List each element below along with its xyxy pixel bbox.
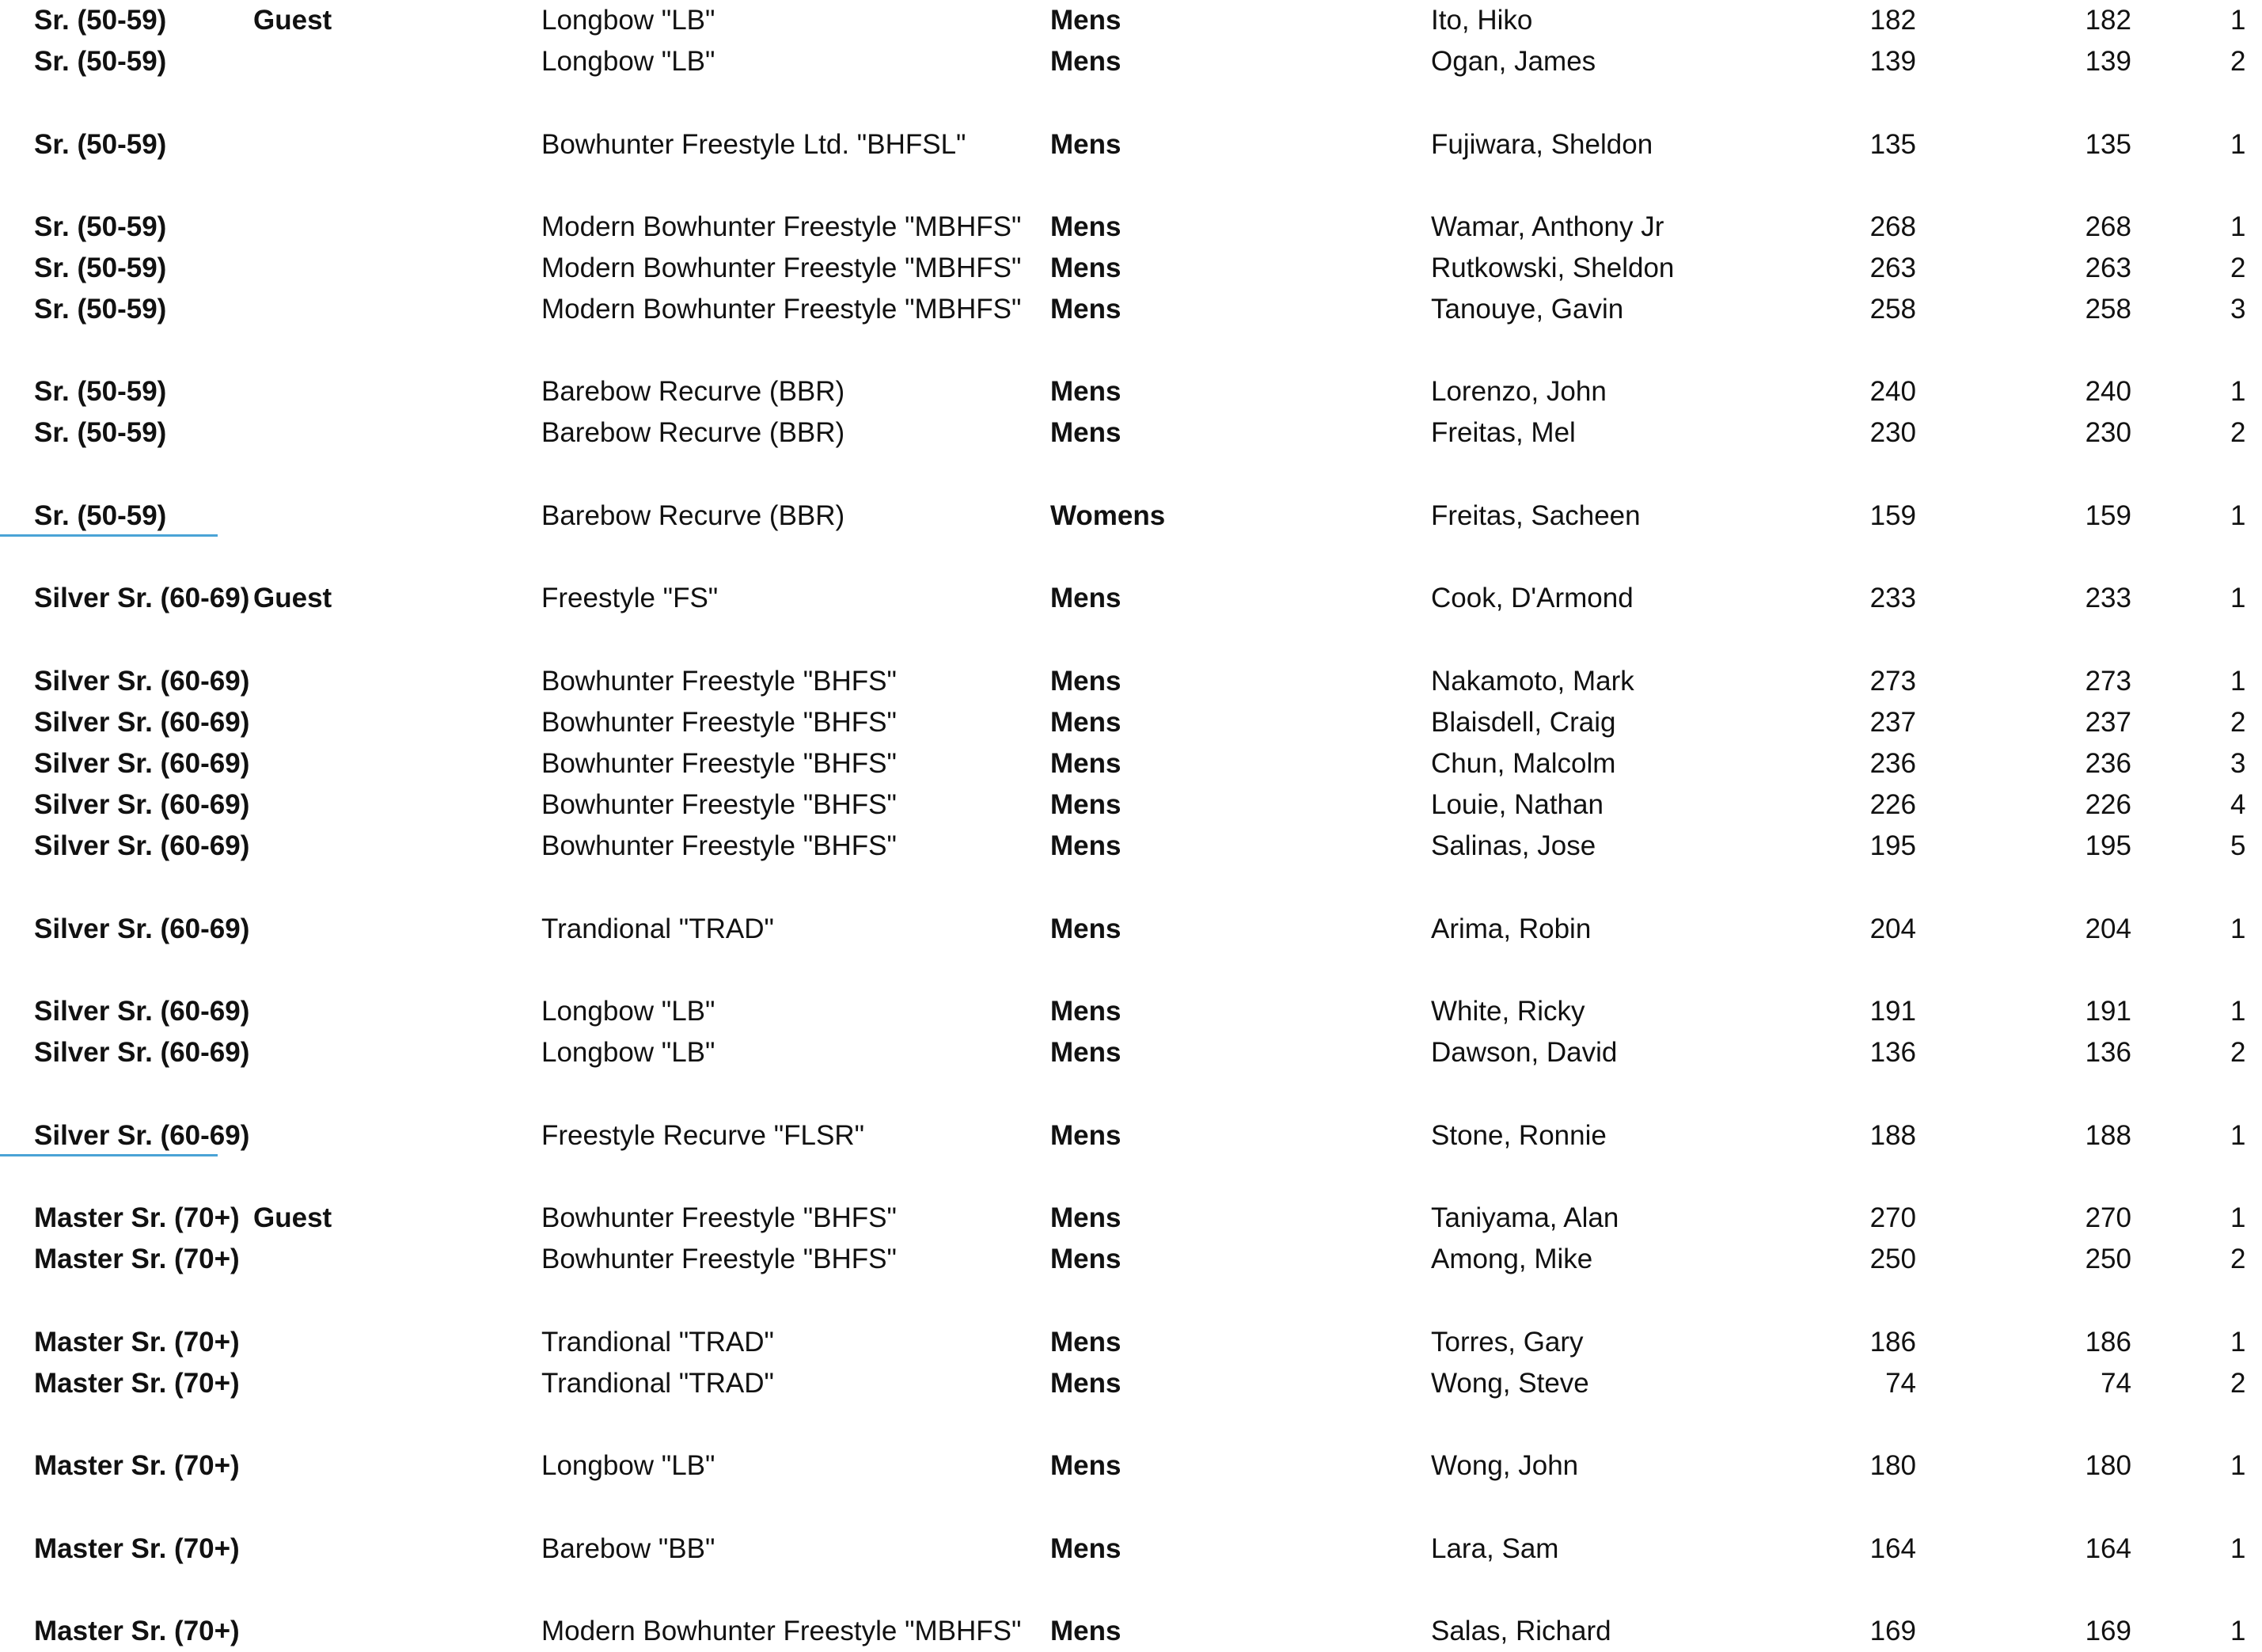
score-cell[interactable]: 74 bbox=[1885, 1368, 1916, 1399]
place-cell[interactable]: 5 bbox=[2230, 830, 2246, 861]
style-cell[interactable]: Longbow "LB" bbox=[541, 46, 715, 77]
place-cell[interactable]: 1 bbox=[2230, 1533, 2246, 1564]
style-cell[interactable]: Modern Bowhunter Freestyle "MBHFS" bbox=[541, 1616, 1022, 1646]
score-cell[interactable]: 182 bbox=[1869, 5, 1916, 36]
division-cell[interactable]: Silver Sr. (60-69) bbox=[34, 913, 250, 944]
name-cell[interactable]: Salas, Richard bbox=[1431, 1616, 1611, 1646]
total-cell[interactable]: 180 bbox=[2085, 1450, 2131, 1481]
name-cell[interactable]: Dawson, David bbox=[1431, 1037, 1618, 1068]
division-cell[interactable]: Master Sr. (70+) bbox=[34, 1202, 240, 1233]
guest-cell[interactable] bbox=[253, 371, 443, 412]
style-cell[interactable]: Modern Bowhunter Freestyle "MBHFS" bbox=[541, 253, 1022, 283]
total-cell[interactable]: 233 bbox=[2085, 583, 2131, 613]
table-row[interactable] bbox=[0, 1198, 2248, 1239]
style-cell[interactable]: Modern Bowhunter Freestyle "MBHFS" bbox=[541, 294, 1022, 325]
total-cell[interactable]: 237 bbox=[2085, 707, 2131, 738]
name-cell[interactable]: Chun, Malcolm bbox=[1431, 748, 1616, 779]
cell-border-line bbox=[0, 1154, 218, 1156]
gender-cell[interactable]: Mens bbox=[1050, 1327, 1122, 1358]
gender-cell[interactable]: Mens bbox=[1050, 748, 1122, 779]
gender-cell[interactable]: Womens bbox=[1050, 500, 1166, 531]
score-cell[interactable]: 195 bbox=[1869, 830, 1916, 861]
guest-cell[interactable] bbox=[253, 1115, 443, 1156]
name-cell[interactable]: White, Ricky bbox=[1431, 996, 1585, 1027]
score-cell[interactable]: 159 bbox=[1869, 500, 1916, 531]
guest-cell[interactable]: Guest bbox=[253, 1202, 332, 1233]
gender-cell[interactable]: Mens bbox=[1050, 253, 1122, 283]
place-cell[interactable]: 1 bbox=[2230, 1202, 2246, 1233]
total-cell[interactable]: 74 bbox=[2101, 1368, 2131, 1399]
total-cell[interactable]: 268 bbox=[2085, 211, 2131, 242]
score-cell[interactable]: 136 bbox=[1869, 1037, 1916, 1068]
place-cell[interactable]: 2 bbox=[2230, 707, 2246, 738]
guest-cell[interactable] bbox=[253, 909, 443, 950]
table-row[interactable] bbox=[0, 371, 2248, 412]
score-cell[interactable]: 230 bbox=[1869, 417, 1916, 448]
guest-cell[interactable] bbox=[253, 1529, 443, 1570]
name-cell[interactable]: Stone, Ronnie bbox=[1431, 1120, 1607, 1151]
guest-cell[interactable] bbox=[253, 289, 443, 330]
gender-cell[interactable]: Mens bbox=[1050, 666, 1122, 697]
total-cell[interactable]: 236 bbox=[2085, 748, 2131, 779]
gender-cell[interactable]: Mens bbox=[1050, 996, 1122, 1027]
score-cell[interactable]: 164 bbox=[1869, 1533, 1916, 1564]
division-cell[interactable]: Silver Sr. (60-69) bbox=[34, 748, 250, 779]
total-cell[interactable]: 186 bbox=[2085, 1327, 2131, 1358]
score-cell[interactable]: 180 bbox=[1869, 1450, 1916, 1481]
guest-cell[interactable] bbox=[253, 207, 443, 248]
guest-cell[interactable] bbox=[253, 124, 443, 165]
style-cell[interactable]: Barebow Recurve (BBR) bbox=[541, 376, 845, 407]
gender-cell[interactable]: Mens bbox=[1050, 1533, 1122, 1564]
gender-cell[interactable]: Mens bbox=[1050, 1368, 1122, 1399]
name-cell[interactable]: Cook, D'Armond bbox=[1431, 583, 1634, 613]
place-cell[interactable]: 2 bbox=[2230, 46, 2246, 77]
division-cell[interactable]: Sr. (50-59) bbox=[34, 253, 167, 283]
table-row[interactable] bbox=[0, 289, 2248, 330]
table-row[interactable] bbox=[0, 1239, 2248, 1280]
name-cell[interactable]: Taniyama, Alan bbox=[1431, 1202, 1619, 1233]
guest-cell[interactable] bbox=[253, 1445, 443, 1487]
guest-cell[interactable] bbox=[253, 1032, 443, 1073]
total-cell[interactable]: 164 bbox=[2085, 1533, 2131, 1564]
score-cell[interactable]: 270 bbox=[1869, 1202, 1916, 1233]
style-cell[interactable]: Trandional "TRAD" bbox=[541, 1368, 774, 1399]
place-cell[interactable]: 1 bbox=[2230, 666, 2246, 697]
total-cell[interactable]: 258 bbox=[2085, 294, 2131, 325]
division-cell[interactable]: Sr. (50-59) bbox=[34, 46, 167, 77]
gender-cell[interactable]: Mens bbox=[1050, 417, 1122, 448]
name-cell[interactable]: Fujiwara, Sheldon bbox=[1431, 129, 1653, 160]
table-row[interactable] bbox=[0, 909, 2248, 950]
division-cell[interactable]: Master Sr. (70+) bbox=[34, 1450, 240, 1481]
division-cell[interactable]: Master Sr. (70+) bbox=[34, 1533, 240, 1564]
score-cell[interactable]: 226 bbox=[1869, 789, 1916, 820]
name-cell[interactable]: Freitas, Mel bbox=[1431, 417, 1576, 448]
score-cell[interactable]: 169 bbox=[1869, 1616, 1916, 1646]
place-cell[interactable]: 2 bbox=[2230, 1037, 2246, 1068]
name-cell[interactable]: Ogan, James bbox=[1431, 46, 1596, 77]
total-cell[interactable]: 250 bbox=[2085, 1244, 2131, 1274]
division-cell[interactable]: Silver Sr. (60-69) bbox=[34, 1037, 250, 1068]
table-row[interactable] bbox=[0, 702, 2248, 743]
total-cell[interactable]: 195 bbox=[2085, 830, 2131, 861]
place-cell[interactable]: 3 bbox=[2230, 294, 2246, 325]
table-row[interactable] bbox=[0, 1445, 2248, 1487]
place-cell[interactable]: 4 bbox=[2230, 789, 2246, 820]
guest-cell[interactable] bbox=[253, 248, 443, 289]
division-cell[interactable]: Master Sr. (70+) bbox=[34, 1616, 240, 1646]
place-cell[interactable]: 3 bbox=[2230, 748, 2246, 779]
table-row[interactable] bbox=[0, 1363, 2248, 1404]
guest-cell[interactable] bbox=[253, 1611, 443, 1652]
guest-cell[interactable] bbox=[253, 784, 443, 826]
style-cell[interactable]: Longbow "LB" bbox=[541, 1450, 715, 1481]
score-cell[interactable]: 191 bbox=[1869, 996, 1916, 1027]
guest-cell[interactable] bbox=[253, 496, 443, 537]
style-cell[interactable]: Modern Bowhunter Freestyle "MBHFS" bbox=[541, 211, 1022, 242]
total-cell[interactable]: 273 bbox=[2085, 666, 2131, 697]
total-cell[interactable]: 226 bbox=[2085, 789, 2131, 820]
style-cell[interactable]: Barebow Recurve (BBR) bbox=[541, 500, 845, 531]
place-cell[interactable]: 1 bbox=[2230, 500, 2246, 531]
table-row[interactable] bbox=[0, 412, 2248, 454]
division-cell[interactable]: Sr. (50-59) bbox=[34, 376, 167, 407]
gender-cell[interactable]: Mens bbox=[1050, 707, 1122, 738]
score-cell[interactable]: 258 bbox=[1869, 294, 1916, 325]
total-cell[interactable]: 188 bbox=[2085, 1120, 2131, 1151]
guest-cell[interactable] bbox=[253, 661, 443, 702]
guest-cell[interactable] bbox=[253, 1322, 443, 1363]
style-cell[interactable]: Bowhunter Freestyle Ltd. "BHFSL" bbox=[541, 129, 966, 160]
style-cell[interactable]: Bowhunter Freestyle "BHFS" bbox=[541, 666, 897, 697]
division-cell[interactable]: Master Sr. (70+) bbox=[34, 1368, 240, 1399]
table-row[interactable] bbox=[0, 41, 2248, 82]
total-cell[interactable]: 240 bbox=[2085, 376, 2131, 407]
style-cell[interactable]: Freestyle Recurve "FLSR" bbox=[541, 1120, 865, 1151]
table-row[interactable] bbox=[0, 1032, 2248, 1073]
place-cell[interactable]: 1 bbox=[2230, 583, 2246, 613]
guest-cell[interactable] bbox=[253, 412, 443, 454]
division-cell[interactable]: Sr. (50-59) bbox=[34, 211, 167, 242]
style-cell[interactable]: Bowhunter Freestyle "BHFS" bbox=[541, 1244, 897, 1274]
guest-cell[interactable] bbox=[253, 702, 443, 743]
division-cell[interactable]: Sr. (50-59) bbox=[34, 417, 167, 448]
total-cell[interactable]: 159 bbox=[2085, 500, 2131, 531]
division-cell[interactable]: Sr. (50-59) bbox=[34, 294, 167, 325]
place-cell[interactable]: 2 bbox=[2230, 417, 2246, 448]
style-cell[interactable]: Longbow "LB" bbox=[541, 5, 715, 36]
score-cell[interactable]: 233 bbox=[1869, 583, 1916, 613]
score-cell[interactable]: 139 bbox=[1869, 46, 1916, 77]
name-cell[interactable]: Wong, Steve bbox=[1431, 1368, 1589, 1399]
style-cell[interactable]: Freestyle "FS" bbox=[541, 583, 719, 613]
gender-cell[interactable]: Mens bbox=[1050, 913, 1122, 944]
division-cell[interactable]: Silver Sr. (60-69) bbox=[34, 666, 250, 697]
name-cell[interactable]: Blaisdell, Craig bbox=[1431, 707, 1616, 738]
gender-cell[interactable]: Mens bbox=[1050, 129, 1122, 160]
guest-cell[interactable] bbox=[253, 1363, 443, 1404]
gender-cell[interactable]: Mens bbox=[1050, 294, 1122, 325]
table-row[interactable] bbox=[0, 1529, 2248, 1570]
score-cell[interactable]: 188 bbox=[1869, 1120, 1916, 1151]
gender-cell[interactable]: Mens bbox=[1050, 1120, 1122, 1151]
table-row[interactable] bbox=[0, 1611, 2248, 1652]
table-row[interactable] bbox=[0, 743, 2248, 784]
score-cell[interactable]: 237 bbox=[1869, 707, 1916, 738]
name-cell[interactable]: Nakamoto, Mark bbox=[1431, 666, 1634, 697]
place-cell[interactable]: 1 bbox=[2230, 1616, 2246, 1646]
name-cell[interactable]: Lorenzo, John bbox=[1431, 376, 1607, 407]
table-row[interactable] bbox=[0, 0, 2248, 41]
total-cell[interactable]: 263 bbox=[2085, 253, 2131, 283]
score-cell[interactable]: 236 bbox=[1869, 748, 1916, 779]
place-cell[interactable]: 1 bbox=[2230, 1327, 2246, 1358]
cell-border-line bbox=[0, 534, 218, 537]
division-cell[interactable]: Silver Sr. (60-69) bbox=[34, 830, 250, 861]
guest-cell[interactable] bbox=[253, 743, 443, 784]
style-cell[interactable]: Trandional "TRAD" bbox=[541, 913, 774, 944]
style-cell[interactable]: Barebow "BB" bbox=[541, 1533, 715, 1564]
name-cell[interactable]: Wamar, Anthony Jr bbox=[1431, 211, 1664, 242]
division-cell[interactable]: Master Sr. (70+) bbox=[34, 1244, 240, 1274]
name-cell[interactable]: Louie, Nathan bbox=[1431, 789, 1604, 820]
division-cell[interactable]: Silver Sr. (60-69) bbox=[34, 583, 250, 613]
score-cell[interactable]: 135 bbox=[1869, 129, 1916, 160]
total-cell[interactable]: 204 bbox=[2085, 913, 2131, 944]
guest-cell[interactable] bbox=[253, 41, 443, 82]
style-cell[interactable]: Bowhunter Freestyle "BHFS" bbox=[541, 1202, 897, 1233]
table-row[interactable] bbox=[0, 124, 2248, 165]
table-row[interactable] bbox=[0, 661, 2248, 702]
score-cell[interactable]: 273 bbox=[1869, 666, 1916, 697]
total-cell[interactable]: 169 bbox=[2085, 1616, 2131, 1646]
gender-cell[interactable]: Mens bbox=[1050, 1450, 1122, 1481]
guest-cell[interactable]: Guest bbox=[253, 5, 332, 36]
division-cell[interactable]: Master Sr. (70+) bbox=[34, 1327, 240, 1358]
guest-cell[interactable] bbox=[253, 1239, 443, 1280]
name-cell[interactable]: Torres, Gary bbox=[1431, 1327, 1584, 1358]
table-row[interactable] bbox=[0, 207, 2248, 248]
name-cell[interactable]: Arima, Robin bbox=[1431, 913, 1592, 944]
gender-cell[interactable]: Mens bbox=[1050, 211, 1122, 242]
style-cell[interactable]: Trandional "TRAD" bbox=[541, 1327, 774, 1358]
name-cell[interactable]: Ito, Hiko bbox=[1431, 5, 1533, 36]
place-cell[interactable]: 1 bbox=[2230, 913, 2246, 944]
name-cell[interactable]: Lara, Sam bbox=[1431, 1533, 1559, 1564]
place-cell[interactable]: 1 bbox=[2230, 129, 2246, 160]
name-cell[interactable]: Rutkowski, Sheldon bbox=[1431, 253, 1675, 283]
place-cell[interactable]: 2 bbox=[2230, 1368, 2246, 1399]
place-cell[interactable]: 2 bbox=[2230, 1244, 2246, 1274]
style-cell[interactable]: Bowhunter Freestyle "BHFS" bbox=[541, 707, 897, 738]
division-cell[interactable]: Sr. (50-59) bbox=[34, 129, 167, 160]
total-cell[interactable]: 182 bbox=[2085, 5, 2131, 36]
style-cell[interactable]: Bowhunter Freestyle "BHFS" bbox=[541, 789, 897, 820]
place-cell[interactable]: 1 bbox=[2230, 1450, 2246, 1481]
total-cell[interactable]: 191 bbox=[2085, 996, 2131, 1027]
total-cell[interactable]: 135 bbox=[2085, 129, 2131, 160]
table-row[interactable] bbox=[0, 248, 2248, 289]
division-cell[interactable]: Silver Sr. (60-69) bbox=[34, 996, 250, 1027]
style-cell[interactable]: Bowhunter Freestyle "BHFS" bbox=[541, 748, 897, 779]
place-cell[interactable]: 1 bbox=[2230, 1120, 2246, 1151]
division-cell[interactable]: Silver Sr. (60-69) bbox=[34, 1120, 250, 1151]
table-row[interactable] bbox=[0, 991, 2248, 1032]
gender-cell[interactable]: Mens bbox=[1050, 1244, 1122, 1274]
division-cell[interactable]: Sr. (50-59) bbox=[34, 500, 167, 531]
guest-cell[interactable] bbox=[253, 991, 443, 1032]
guest-cell[interactable] bbox=[253, 826, 443, 867]
table-row[interactable] bbox=[0, 826, 2248, 867]
style-cell[interactable]: Barebow Recurve (BBR) bbox=[541, 417, 845, 448]
name-cell[interactable]: Salinas, Jose bbox=[1431, 830, 1596, 861]
score-cell[interactable]: 240 bbox=[1869, 376, 1916, 407]
name-cell[interactable]: Wong, John bbox=[1431, 1450, 1579, 1481]
gender-cell[interactable]: Mens bbox=[1050, 789, 1122, 820]
gender-cell[interactable]: Mens bbox=[1050, 830, 1122, 861]
gender-cell[interactable]: Mens bbox=[1050, 583, 1122, 613]
gender-cell[interactable]: Mens bbox=[1050, 5, 1122, 36]
total-cell[interactable]: 230 bbox=[2085, 417, 2131, 448]
place-cell[interactable]: 1 bbox=[2230, 5, 2246, 36]
total-cell[interactable]: 270 bbox=[2085, 1202, 2131, 1233]
name-cell[interactable]: Among, Mike bbox=[1431, 1244, 1593, 1274]
total-cell[interactable]: 136 bbox=[2085, 1037, 2131, 1068]
total-cell[interactable]: 139 bbox=[2085, 46, 2131, 77]
table-row[interactable] bbox=[0, 496, 2248, 537]
table-row[interactable] bbox=[0, 784, 2248, 826]
score-cell[interactable]: 250 bbox=[1869, 1244, 1916, 1274]
division-cell[interactable]: Silver Sr. (60-69) bbox=[34, 707, 250, 738]
place-cell[interactable]: 1 bbox=[2230, 211, 2246, 242]
style-cell[interactable]: Longbow "LB" bbox=[541, 1037, 715, 1068]
gender-cell[interactable]: Mens bbox=[1050, 376, 1122, 407]
table-row[interactable] bbox=[0, 1115, 2248, 1156]
place-cell[interactable]: 1 bbox=[2230, 996, 2246, 1027]
score-cell[interactable]: 263 bbox=[1869, 253, 1916, 283]
style-cell[interactable]: Longbow "LB" bbox=[541, 996, 715, 1027]
gender-cell[interactable]: Mens bbox=[1050, 1037, 1122, 1068]
division-cell[interactable]: Silver Sr. (60-69) bbox=[34, 789, 250, 820]
division-cell[interactable]: Sr. (50-59) bbox=[34, 5, 167, 36]
style-cell[interactable]: Bowhunter Freestyle "BHFS" bbox=[541, 830, 897, 861]
table-row[interactable] bbox=[0, 1322, 2248, 1363]
gender-cell[interactable]: Mens bbox=[1050, 46, 1122, 77]
name-cell[interactable]: Tanouye, Gavin bbox=[1431, 294, 1624, 325]
name-cell[interactable]: Freitas, Sacheen bbox=[1431, 500, 1641, 531]
gender-cell[interactable]: Mens bbox=[1050, 1202, 1122, 1233]
guest-cell[interactable]: Guest bbox=[253, 583, 332, 613]
score-cell[interactable]: 186 bbox=[1869, 1327, 1916, 1358]
place-cell[interactable]: 2 bbox=[2230, 253, 2246, 283]
gender-cell[interactable]: Mens bbox=[1050, 1616, 1122, 1646]
place-cell[interactable]: 1 bbox=[2230, 376, 2246, 407]
score-cell[interactable]: 268 bbox=[1869, 211, 1916, 242]
score-cell[interactable]: 204 bbox=[1869, 913, 1916, 944]
table-row[interactable] bbox=[0, 578, 2248, 619]
